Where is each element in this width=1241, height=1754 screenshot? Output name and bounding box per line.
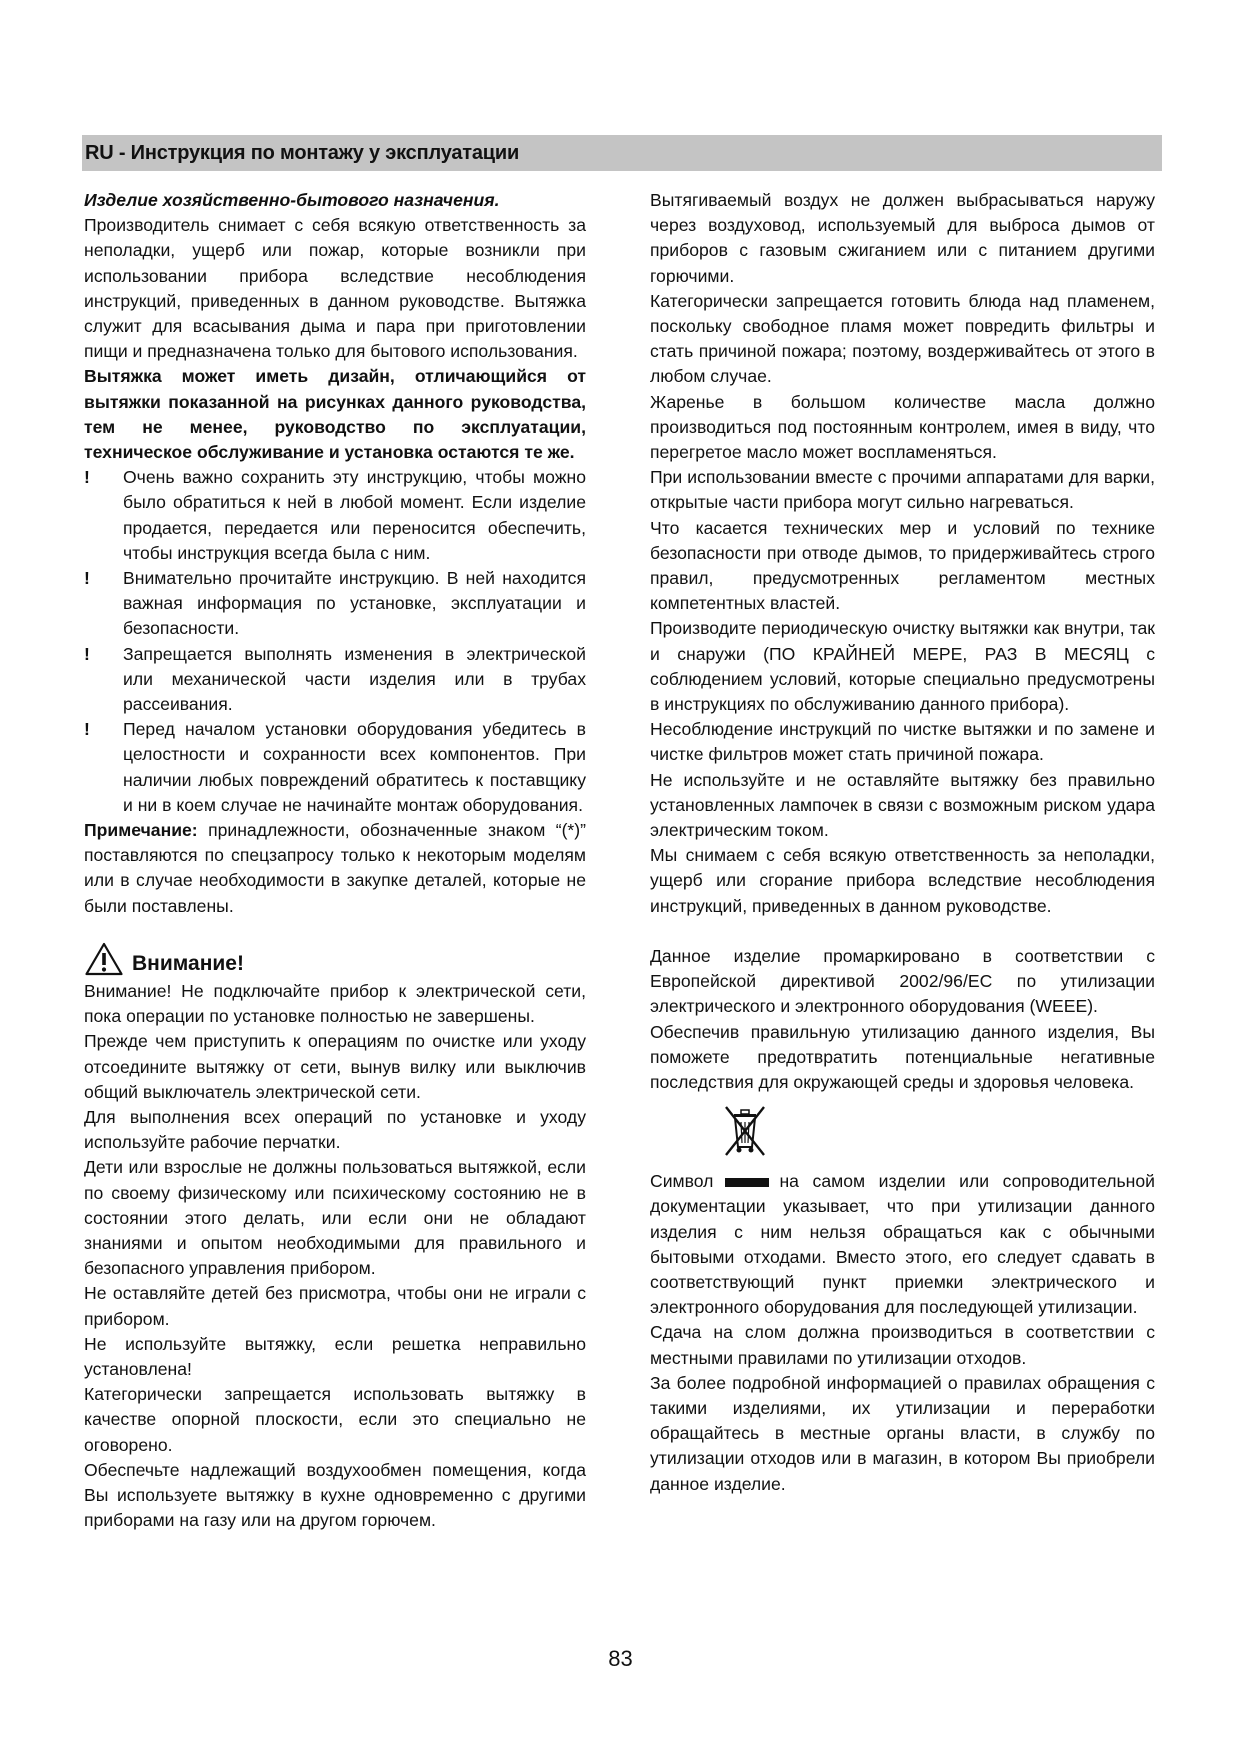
- design-note-paragraph: Вытяжка может иметь дизайн, отличающийся от вытяжки показанной на рисунках данного руководства, тем не менее, руководство по эксплуатации, техническое обслуживание и установка остаются те же.: [84, 366, 586, 463]
- important-list: [84, 465, 586, 818]
- safety-paragraph: Что касается технических мер и условий по технике безопасности при отводе дымов, то придерживайтесь строго правил, предусмотренных регламентом местных компетентных властей.: [650, 517, 1155, 614]
- warning-paragraph: Дети или взрослые не должны пользоваться вытяжкой, если по своему физическому или психическому состоянию не в состоянии этого делать, или если они не обладают знаниями и опытом необходимыми для правильного и безопасного управления прибором.: [84, 1157, 586, 1279]
- safety-paragraph: Жаренье в большом количестве масла должно производиться под постоянным контролем, имея в виду, что перегретое масло может воспламеняться.: [650, 391, 1155, 463]
- product-purpose-heading: Изделие хозяйственно-бытового назначения.: [84, 190, 500, 210]
- weee-paragraph: Данное изделие промаркировано в соответствии с Европейской директивой 2002/96/EC по утилизации электрического и электронного оборудования (WEEE).: [650, 945, 1155, 1017]
- safety-paragraph: Категорически запрещается готовить блюда над пламенем, поскольку свободное пламя может повредить фильтры и стать причиной пожара; поэтому, воздерживайтесь от этого в любом случае.: [650, 290, 1155, 387]
- safety-paragraph: При использовании вместе с прочими аппаратами для варки, открытые части прибора могут сильно нагреваться.: [650, 467, 1155, 513]
- warning-paragraph: Категорически запрещается использовать вытяжку в качестве опорной плоскости, если это специально не оговорено.: [84, 1384, 586, 1455]
- black-bar-icon: [725, 1178, 769, 1187]
- safety-paragraph: Производите периодическую очистку вытяжки как внутри, так и снаружи (ПО КРАЙНЕЙ МЕРЕ, РАЗ В МЕСЯЦ с соблюдением условий, которые специально предусмотрены в инструкциях по обслуживанию данного прибора).: [650, 618, 1155, 715]
- list-item: ! Внимательно прочитайте инструкцию. В ней находится важная информация по установке, эксплуатации и безопасности.: [84, 568, 586, 639]
- spacer: [650, 919, 1155, 944]
- warning-triangle-icon: [84, 941, 124, 977]
- liability-paragraph: Производитель снимает с себя всякую ответственность за неполадки, ущерб или пожар, которые возникли при использовании прибора вследствие несоблюдения инструкций, приведенных в данном руководстве. Вытяжка служит для всасывания дыма и пара при приготовлении пищи и предназначена только для бытового использования.: [84, 215, 586, 362]
- warning-paragraph: Не используйте вытяжку, если решетка неправильно установлена!: [84, 1333, 586, 1379]
- symbol-word: Символ: [650, 1171, 714, 1192]
- exclamation-icon: !: [84, 568, 90, 589]
- safety-paragraph: Вытягиваемый воздух не должен выбрасываться наружу через воздуховод, используемый для выброса дымов от приборов с газовым сжиганием или с питанием другими горючими.: [650, 190, 1155, 286]
- exclamation-icon: !: [84, 467, 90, 488]
- warning-paragraph: Не оставляйте детей без присмотра, чтобы они не играли с прибором.: [84, 1283, 586, 1329]
- disposal-paragraph: За более подробной информацией о правилах обращения с такими изделиями, их утилизации и переработки обращайтесь в местные органы власти, в службу по утилизации отходов или в магазин, в котором Вы приобрели данное изделие.: [650, 1372, 1155, 1494]
- right-column: [650, 188, 1155, 1497]
- warning-paragraph: Прежде чем приступить к операциям по очистке или уходу отсоедините вытяжку от сети, вынув вилку или выключив общий выключатель электрической сети.: [84, 1031, 586, 1102]
- safety-paragraph: Не используйте и не оставляйте вытяжку без правильно установленных лампочек в связи с возможным риском удара электрическим током.: [650, 769, 1155, 841]
- list-item: ! Очень важно сохранить эту инструкцию, чтобы можно было обратиться к ней в любой момент. Если изделие продается, передается или переносится обеспечить, чтобы инструкция всегда была с ним.: [84, 467, 586, 563]
- left-column: [84, 188, 586, 1533]
- warning-heading: [84, 939, 586, 977]
- weee-paragraph: Обеспечив правильную утилизацию данного изделия, Вы поможете предотвратить потенциальные негативные последствия для окружающей среды и здоровья человека.: [650, 1021, 1155, 1092]
- list-item: ! Запрещается выполнять изменения в электрической или механической части изделия или в трубах рассеивания.: [84, 643, 586, 715]
- warning-title: Внимание!: [132, 951, 244, 975]
- list-item: ! Перед началом установки оборудования убедитесь в целостности и сохранности всех компонентов. При наличии любых повреждений обратитесь к поставщику и ни в коем случае не начинайте монтаж оборудования.: [84, 719, 586, 815]
- note-paragraph: Примечание: принадлежности, обозначенные знаком “(*)” поставляются по спецзапросу только к некоторым моделям или в случае необходимости в закупке деталей, которые не были поставлены.: [84, 820, 586, 916]
- warning-paragraph: Обеспечьте надлежащий воздухообмен помещения, когда Вы используете вытяжку в кухне одновременно с другими приборами на газу или на другом горючем.: [84, 1459, 586, 1531]
- warning-paragraph: Внимание! Не подключайте прибор к электрической сети, пока операции по установке полностью не завершены.: [84, 980, 586, 1027]
- exclamation-icon: !: [84, 643, 90, 664]
- safety-paragraph: Несоблюдение инструкций по чистке вытяжки и по замене и чистке фильтров может стать причиной пожара.: [650, 719, 1155, 765]
- symbol-paragraph: Символ на самом изделии или сопроводительной документации указывает, что при утилизации данного изделия с ним нельзя обращаться как с обычными бытовыми отходами. Вместо этого, его следует сдавать в соответствующий пункт приемки электрического и электронного оборудования для последующей утилизации.: [650, 1171, 1155, 1318]
- warning-paragraph: Для выполнения всех операций по установке и уходу используйте рабочие перчатки.: [84, 1106, 586, 1153]
- disposal-paragraph: Сдача на слом должна производиться в соответствии с местными правилами по утилизации отходов.: [650, 1322, 1155, 1368]
- safety-paragraph: Мы снимаем с себя всякую ответственность за неполадки, ущерб или сгорание прибора вследствие несоблюдения инструкций, приведенных в данном руководстве.: [650, 845, 1155, 916]
- exclamation-icon: !: [84, 719, 90, 740]
- section-header: [82, 135, 1162, 171]
- weee-symbol: [650, 1101, 1155, 1163]
- page-number: 83: [608, 1646, 633, 1671]
- note-label: Примечание:: [84, 820, 198, 841]
- crossed-bin-icon: [720, 1101, 770, 1161]
- section-title: RU - Инструкция по монтажу у эксплуатации: [85, 142, 520, 164]
